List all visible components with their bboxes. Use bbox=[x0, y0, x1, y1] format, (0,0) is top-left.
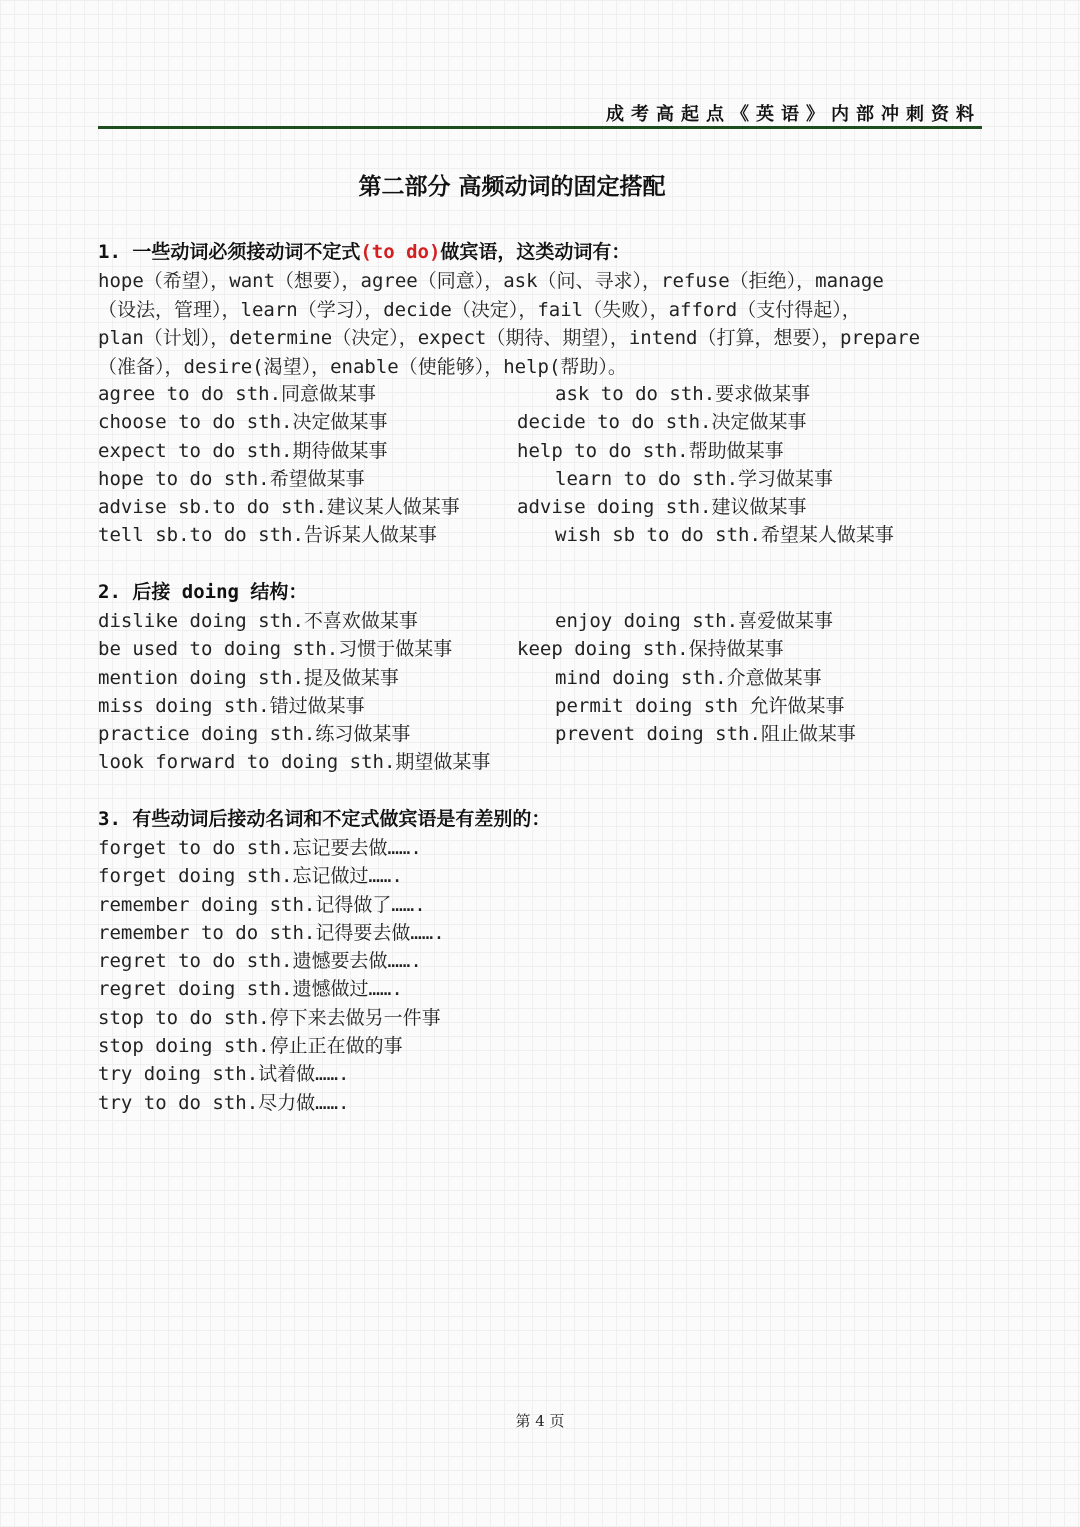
header-rule bbox=[98, 126, 982, 129]
phrase-item: ask to do sth.要求做某事 bbox=[555, 383, 811, 405]
phrase-item: regret doing sth.遗憾做过……. bbox=[98, 978, 403, 1001]
section1-heading-post: 做宾语，这类动词有： bbox=[440, 241, 631, 263]
phrase-item: tell sb.to do sth.告诉某人做某事 bbox=[98, 524, 437, 547]
verb-list-line: （准备），desire(渴望），enable（使能够），help(帮助）。 bbox=[98, 355, 627, 378]
section1-heading bbox=[98, 238, 630, 266]
phrase-item: dislike doing sth.不喜欢做某事 bbox=[98, 610, 418, 632]
phrase-item: mind doing sth.介意做某事 bbox=[555, 666, 822, 689]
phrase-item: learn to do sth.学习做某事 bbox=[555, 467, 834, 490]
phrase-item: try to do sth.尽力做……. bbox=[98, 1091, 350, 1114]
verb-list-line: （设法，管理），learn（学习），decide（决定），fail（失败），afford（支付得起）， bbox=[98, 298, 861, 321]
running-header: 成考高起点《英语》内部冲刺资料 bbox=[606, 104, 981, 125]
phrase-item: stop doing sth.停止正在做的事 bbox=[98, 1035, 403, 1058]
phrase-item: stop to do sth.停下来去做另一件事 bbox=[98, 1006, 441, 1029]
page-number: 第 4 页 bbox=[515, 1412, 565, 1430]
phrase-item: forget to do sth.忘记要去做……. bbox=[98, 837, 422, 859]
section2-heading: 2. 后接 doing 结构： bbox=[98, 581, 308, 603]
phrase-item: remember to do sth.记得要去做……. bbox=[98, 921, 445, 944]
phrase-item: wish sb to do sth.希望某人做某事 bbox=[555, 524, 894, 547]
section2-right-column bbox=[517, 607, 856, 748]
phrase-item: remember doing sth.记得做了……. bbox=[98, 893, 426, 916]
phrase-item: regret to do sth.遗憾要去做……. bbox=[98, 950, 422, 973]
phrase-item: miss doing sth.错过做某事 bbox=[98, 694, 365, 717]
section1-left-column bbox=[98, 380, 460, 550]
phrase-item: prevent doing sth.阻止做某事 bbox=[555, 723, 856, 746]
phrase-item: permit doing sth 允许做某事 bbox=[555, 694, 845, 717]
phrase-item: keep doing sth.保持做某事 bbox=[517, 638, 784, 661]
verb-list-line: hope（希望），want（想要），agree（同意），ask（问、寻求），refuse（拒绝），manage bbox=[98, 270, 884, 292]
phrase-item: practice doing sth.练习做某事 bbox=[98, 723, 411, 746]
phrase-item: forget doing sth.忘记做过……. bbox=[98, 865, 403, 888]
phrase-item: try doing sth.试着做……. bbox=[98, 1063, 350, 1086]
section2-left-column bbox=[98, 607, 490, 777]
phrase-item: decide to do sth.决定做某事 bbox=[517, 411, 807, 434]
phrase-item: be used to doing sth.习惯于做某事 bbox=[98, 638, 453, 661]
phrase-item: mention doing sth.提及做某事 bbox=[98, 666, 399, 689]
phrase-item: help to do sth.帮助做某事 bbox=[517, 439, 784, 462]
section3-heading: 3. 有些动词后接动名词和不定式做宾语是有差别的： bbox=[98, 808, 551, 830]
phrase-item: expect to do sth.期待做某事 bbox=[98, 439, 388, 462]
verb-list-line: plan（计划），determine（决定），expect（期待、期望），intend（打算，想要），prepare bbox=[98, 327, 921, 349]
phrase-item: agree to do sth.同意做某事 bbox=[98, 383, 377, 405]
phrase-item: hope to do sth.希望做某事 bbox=[98, 467, 365, 490]
page-title: 第二部分 高频动词的固定搭配 bbox=[358, 173, 666, 200]
section1-heading-red: (to do) bbox=[360, 241, 441, 263]
phrase-item: choose to do sth.决定做某事 bbox=[98, 411, 388, 434]
section1-verb-list bbox=[98, 267, 988, 381]
phrase-item: look forward to doing sth.期望做某事 bbox=[98, 751, 491, 774]
phrase-item: enjoy doing sth.喜爱做某事 bbox=[555, 610, 834, 632]
phrase-item: advise sb.to do sth.建议某人做某事 bbox=[98, 496, 460, 519]
section3-list bbox=[98, 834, 445, 1117]
phrase-item: advise doing sth.建议做某事 bbox=[517, 496, 807, 519]
section1-heading-pre: 1. 一些动词必须接动词不定式 bbox=[98, 241, 361, 263]
section1-right-column bbox=[517, 380, 894, 550]
